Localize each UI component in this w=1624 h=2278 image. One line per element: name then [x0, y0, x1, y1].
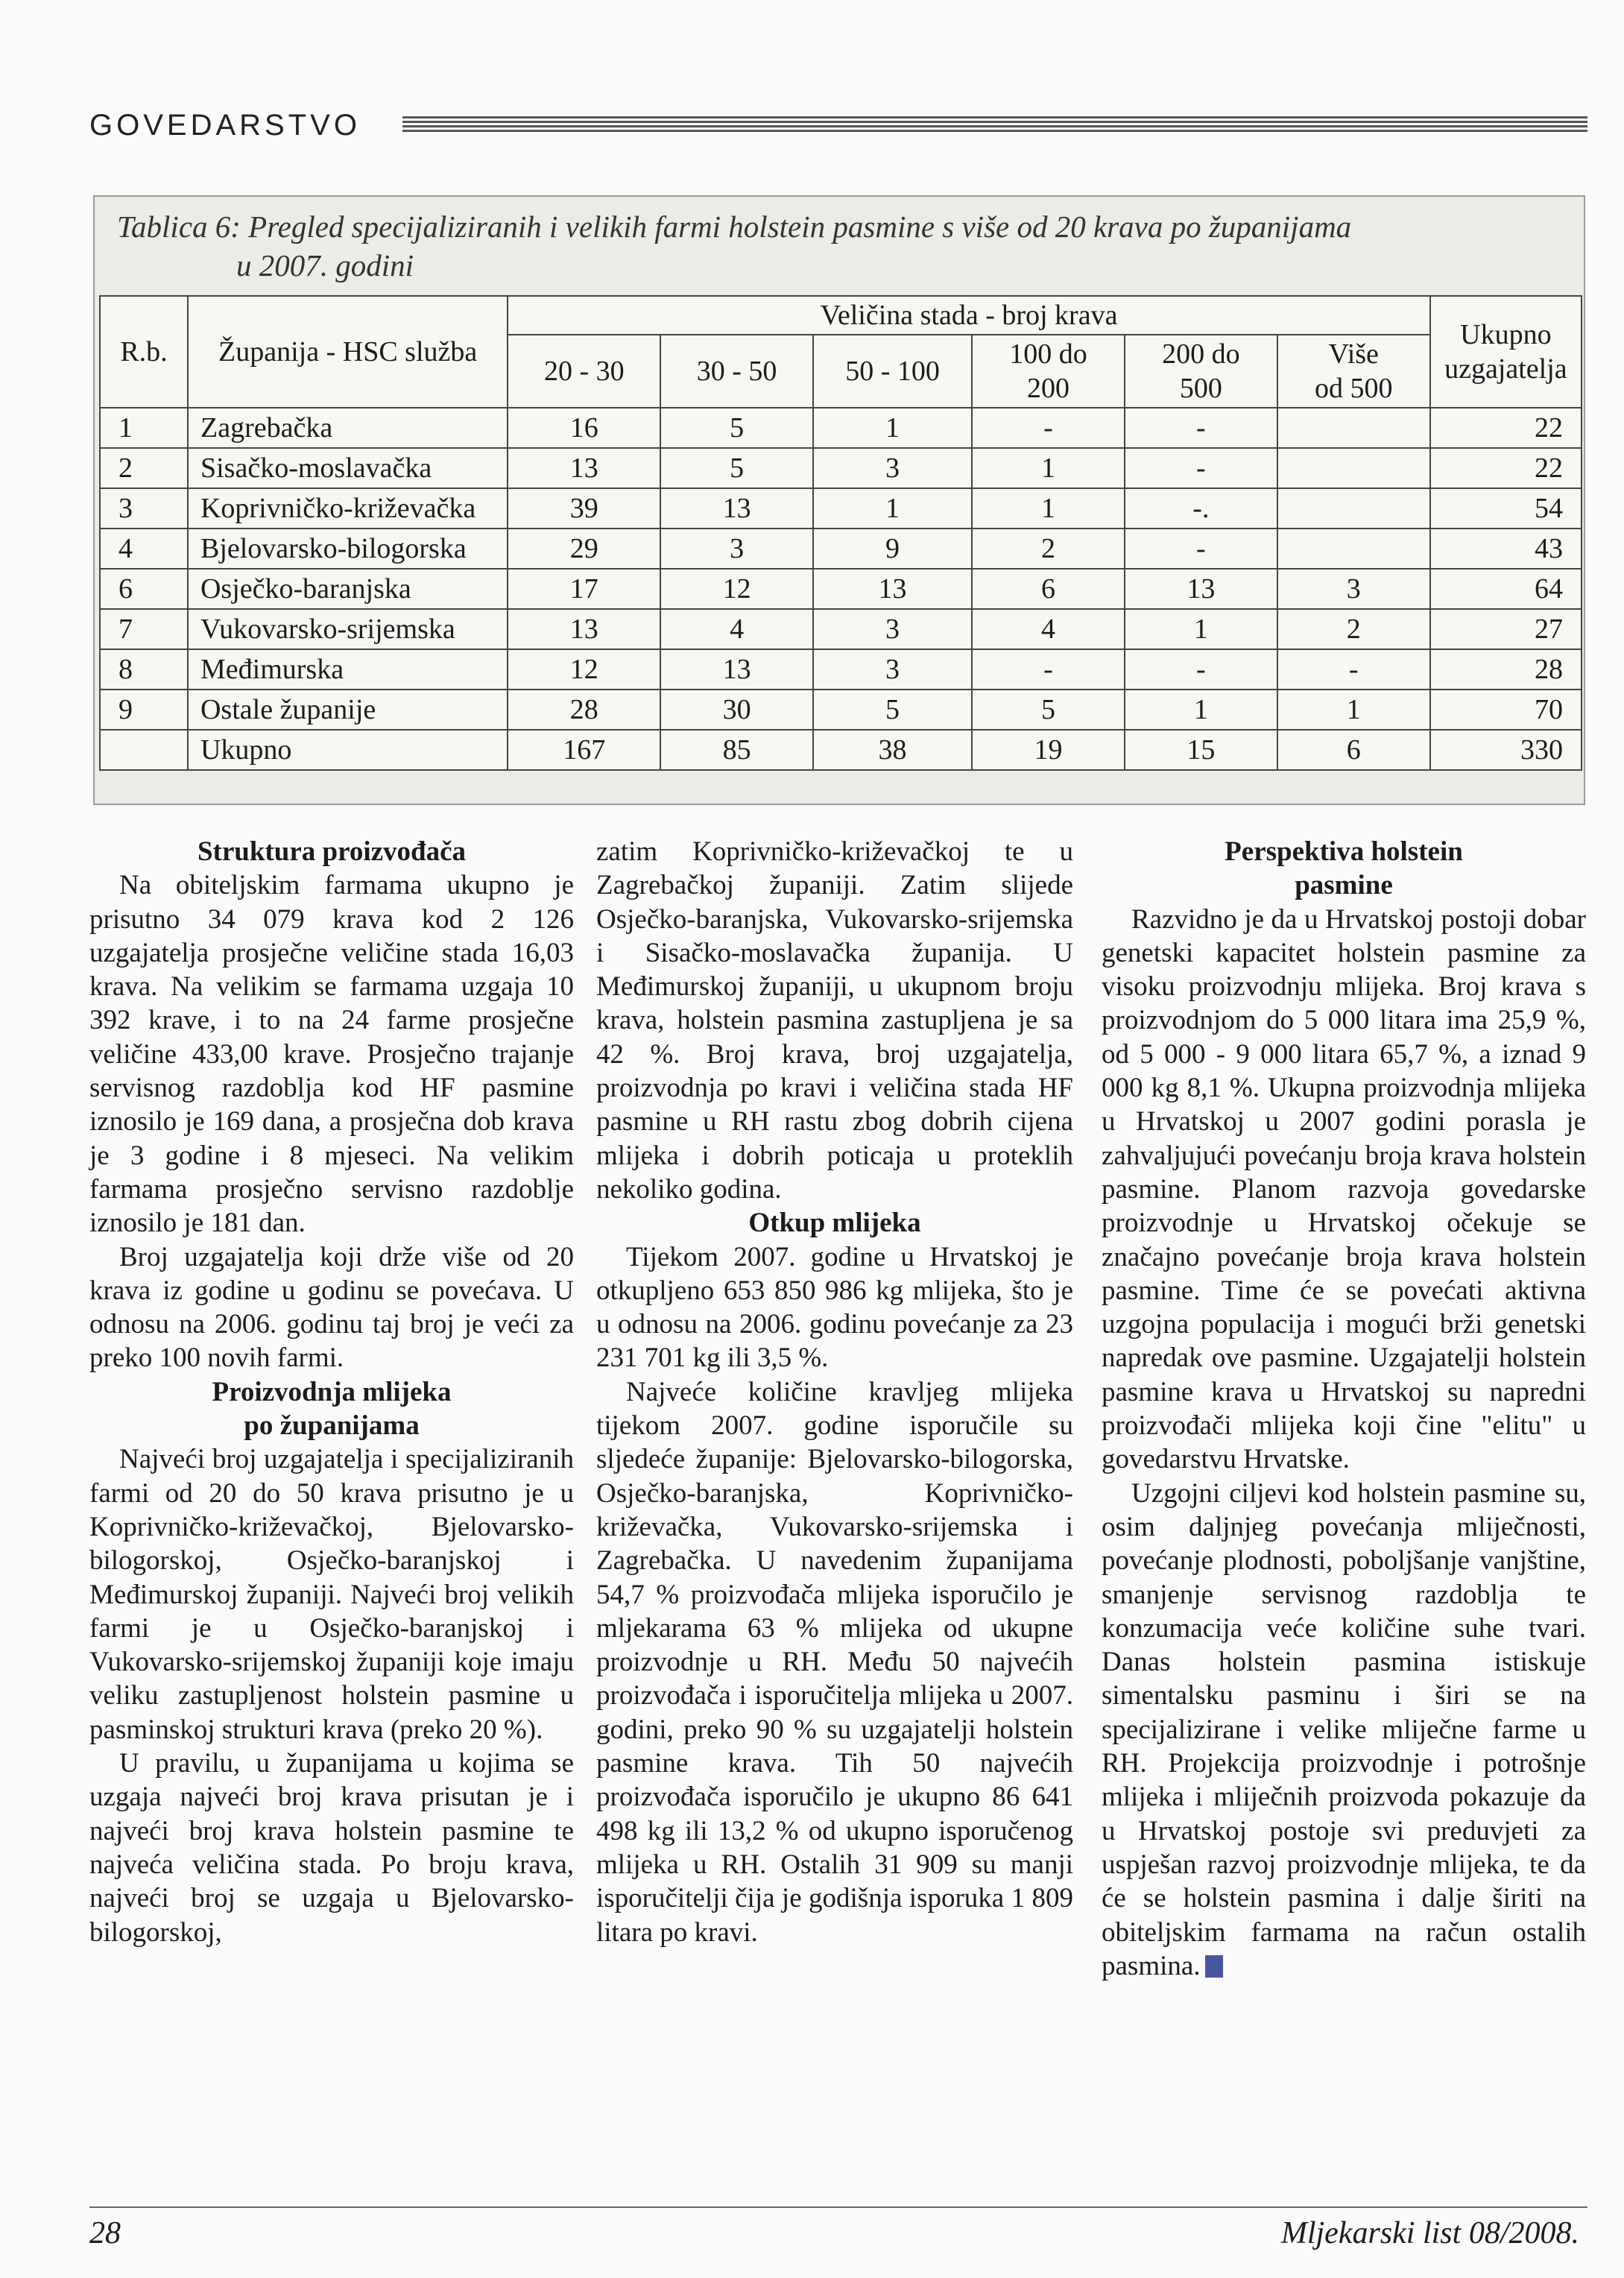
- table-cell-c1: 39: [508, 488, 660, 529]
- table-cell-total: 22: [1430, 448, 1582, 488]
- table-cell-c6: [1277, 408, 1430, 448]
- table-cell-name: Ostale županije: [188, 690, 508, 730]
- table-cell-c5: 15: [1125, 730, 1277, 770]
- table-cell-c4: -: [972, 649, 1125, 690]
- table-cell-c5: 1: [1125, 690, 1277, 730]
- table-cell-rb: 6: [100, 569, 188, 609]
- table-cell-c2: 5: [660, 448, 813, 488]
- table-cell-c2: 4: [660, 609, 813, 649]
- table-cell-rb: 8: [100, 649, 188, 690]
- table-cell-total: 64: [1430, 569, 1582, 609]
- table-body: [100, 408, 1582, 770]
- table-cell-c5: 13: [1125, 569, 1277, 609]
- table-cell-name: Koprivničko-križevačka: [188, 488, 508, 529]
- table-cell-c3: 3: [813, 448, 972, 488]
- table-cell-total: 22: [1430, 408, 1582, 448]
- text-column-1: [89, 835, 574, 1949]
- table-cell-c4: 5: [972, 690, 1125, 730]
- table-caption: [117, 207, 1563, 285]
- paragraph: Najveći broj uzgajatelja i specijaliziranih farmi od 20 do 50 krava prisutno je u Koprivničko-križevačkoj, Bjelovarsko-bilogorskoj, Osječko-baranjskoj i Međimurskoj županiji. Najveći broj velikih farmi je u Osječko-baranjskoj i Vukovarsko-srijemskoj županiji koje imaju veliku zastupljenost holstein pasmine u pasminskoj strukturi krava (preko 20 %).: [89, 1444, 574, 1745]
- table-cell-c5: -.: [1125, 488, 1277, 529]
- table-cell-c3: 13: [813, 569, 972, 609]
- farm-size-table: [99, 295, 1582, 771]
- table-cell-total: 27: [1430, 609, 1582, 649]
- caption-line-1: Tablica 6: Pregled specijaliziranih i velikih farmi holstein pasmine s više od 20 krava po županijama: [117, 209, 1352, 244]
- table-cell-total: 330: [1430, 730, 1582, 770]
- footer-rule: [89, 2206, 1587, 2208]
- table-panel: [93, 195, 1585, 805]
- table-cell-c1: 13: [508, 448, 660, 488]
- table-cell-c5: -: [1125, 529, 1277, 569]
- table-cell-c6: -: [1277, 649, 1430, 690]
- table-cell-c4: 19: [972, 730, 1125, 770]
- table-cell-c3: 3: [813, 649, 972, 690]
- table-cell-c4: -: [972, 408, 1125, 448]
- header-50-100: 50 - 100: [813, 335, 972, 408]
- table-cell-c1: 17: [508, 569, 660, 609]
- header-100-200: 100 do 200: [972, 335, 1125, 408]
- header-over-500: Više od 500: [1277, 335, 1430, 408]
- table-row: [100, 448, 1582, 488]
- table-cell-c1: 29: [508, 529, 660, 569]
- paragraph: Na obiteljskim farmama ukupno je prisutno 34 079 krava kod 2 126 uzgajatelja prosječne veličine stada 16,03 krava. Na velikim se farmama uzgaja 10 392 krave, i to na 24 farme prosječne veličine 433,00 krave. Prosječno trajanje servisnog razdoblja kod HF pasmine iznosilo je 169 dana, a prosječna dob krava je 3 godine i 8 mjeseci. Na velikim farmama prosječno servisno razdoblje iznosilo je 181 dan.: [89, 870, 574, 1239]
- table-cell-rb: 4: [100, 529, 188, 569]
- table-cell-total: 54: [1430, 488, 1582, 529]
- end-of-article-mark: [1205, 1955, 1223, 1978]
- heading-otkup: Otkup mlijeka: [748, 1208, 921, 1239]
- table-row: [100, 569, 1582, 609]
- page-number: 28: [89, 2216, 121, 2250]
- table-cell-c1: 12: [508, 649, 660, 690]
- table-row: [100, 488, 1582, 529]
- table-cell-c6: 3: [1277, 569, 1430, 609]
- table-cell-name: Ukupno: [188, 730, 508, 770]
- header-200-500: 200 do 500: [1125, 335, 1277, 408]
- table-row: [100, 690, 1582, 730]
- table-cell-c4: 1: [972, 448, 1125, 488]
- paragraph: Uzgojni ciljevi kod holstein pasmine su, osim daljnjeg povećanja mliječnosti, povećanje plodnosti, poboljšanje vanjštine, smanjenje servisnog razdoblja te konzumacija veće količine suhe tvari. Danas holstein pasmina istiskuje simentalsku pasminu i širi se na specijalizirane i velike mliječne farme u RH. Projekcija proizvodnje i potrošnje mlijeka i mliječnih proizvoda pokazuje da u Hrvatskoj postoje svi preduvjeti za uspješan razvoj proizvodnje mlijeka, te da će se holstein pasmina i dalje širiti na obiteljskim farmama na račun ostalih pasmina.: [1102, 1477, 1586, 1981]
- table-cell-c5: -: [1125, 649, 1277, 690]
- header-rb: R.b.: [100, 296, 188, 408]
- table-cell-rb: 9: [100, 690, 188, 730]
- table-cell-c6: 6: [1277, 730, 1430, 770]
- table-cell-c5: -: [1125, 408, 1277, 448]
- table-row: [100, 730, 1582, 770]
- header-rule: [402, 116, 1587, 133]
- header-zupanija: Županija - HSC služba: [188, 296, 508, 408]
- table-cell-c4: 4: [972, 609, 1125, 649]
- table-cell-c1: 167: [508, 730, 660, 770]
- table-cell-c5: 1: [1125, 609, 1277, 649]
- table-cell-name: Zagrebačka: [188, 408, 508, 448]
- table-cell-name: Vukovarsko-srijemska: [188, 609, 508, 649]
- page-header: [89, 104, 1587, 149]
- table-cell-rb: 2: [100, 448, 188, 488]
- table-cell-total: 43: [1430, 529, 1582, 569]
- table-cell-c4: 6: [972, 569, 1125, 609]
- table-cell-c2: 13: [660, 488, 813, 529]
- header-20-30: 20 - 30: [508, 335, 660, 408]
- table-cell-c2: 12: [660, 569, 813, 609]
- table-row: [100, 408, 1582, 448]
- paragraph: Najveće količine kravljeg mlijeka tijekom 2007. godine isporučile su sljedeće županije: Bjelovarsko-bilogorska, Osječko-baranjska, Koprivničko-križevačka, Vukovarsko-srijemska i Zagrebačka. U navedenim županijama 54,7 % proizvođača mlijeka isporučilo je mljekarama 63 % mlijeka od ukupne proizvodnje u RH. Među 50 najvećih proizvođača i isporučitelja mlijeka u 2007. godini, preko 90 % su uzgajatelji holstein pasmine krava. Tih 50 najvećih proizvođača isporučilo je ukupno 86 641 498 kg ili 13,2 % od ukupno isporučenog mlijeka u RH. Ostalih 31 909 su manji isporučitelji čija je godišnja isporuka 1 809 litara po kravi.: [596, 1376, 1073, 1948]
- table-cell-c1: 13: [508, 609, 660, 649]
- table-cell-name: Bjelovarsko-bilogorska: [188, 529, 508, 569]
- table-cell-c4: 1: [972, 488, 1125, 529]
- text-column-2: [596, 835, 1073, 1949]
- heading-perspektiva: Perspektiva holstein pasmine: [1225, 836, 1463, 901]
- journal-name: Mljekarski list 08/2008.: [1280, 2216, 1579, 2250]
- table-cell-total: 70: [1430, 690, 1582, 730]
- paragraph: Tijekom 2007. godine u Hrvatskoj je otkupljeno 653 850 986 kg mlijeka, što je u odnosu na 2006. godinu povećanje za 23 231 701 kg ili 3,5 %.: [596, 1241, 1073, 1374]
- table-cell-c6: 2: [1277, 609, 1430, 649]
- table-cell-name: Međimurska: [188, 649, 508, 690]
- table-cell-c2: 30: [660, 690, 813, 730]
- table-cell-c2: 3: [660, 529, 813, 569]
- table-cell-c6: [1277, 529, 1430, 569]
- table-cell-total: 28: [1430, 649, 1582, 690]
- table-cell-c4: 2: [972, 529, 1125, 569]
- table-cell-c6: [1277, 448, 1430, 488]
- table-cell-c3: 1: [813, 408, 972, 448]
- table-cell-c3: 1: [813, 488, 972, 529]
- table-row: [100, 529, 1582, 569]
- table-cell-c3: 38: [813, 730, 972, 770]
- header-total: Ukupno uzgajatelja: [1430, 296, 1582, 408]
- text-column-3: [1102, 835, 1586, 1983]
- paragraph: zatim Koprivničko-križevačkoj te u Zagrebačkoj županiji. Zatim slijede Osječko-baranjska, Vukovarsko-srijemska i Sisačko-moslavačka županija. U Međimurskoj županiji, u ukupnom broju krava, holstein pasmina zastupljena je sa 42 %. Broj krava, broj uzgajatelja, proizvodnja po kravi i veličina stada HF pasmine u RH rastu zbog dobrih cijena mlijeka i dobrih poticaja u proteklih nekoliko godina.: [596, 836, 1073, 1205]
- heading-proizvodnja: Proizvodnja mlijeka po županijama: [212, 1376, 452, 1442]
- table-row: [100, 649, 1582, 690]
- table-cell-c2: 5: [660, 408, 813, 448]
- table-cell-c3: 9: [813, 529, 972, 569]
- table-cell-name: Sisačko-moslavačka: [188, 448, 508, 488]
- table-cell-c3: 5: [813, 690, 972, 730]
- heading-struktura: Struktura proizvođača: [197, 836, 467, 867]
- table-cell-c2: 85: [660, 730, 813, 770]
- table-cell-c1: 28: [508, 690, 660, 730]
- table-cell-c6: 1: [1277, 690, 1430, 730]
- table-row: [100, 609, 1582, 649]
- paragraph: Broj uzgajatelja koji drže više od 20 krava iz godine u godinu se povećava. U odnosu na 2006. godinu taj broj je veći za preko 100 novih farmi.: [89, 1241, 574, 1374]
- paragraph: Razvidno je da u Hrvatskoj postoji dobar genetski kapacitet holstein pasmine za visoku proizvodnju mlijeka. Broj krava s proizvodnjom do 5 000 litara ima 25,9 %, od 5 000 - 9 000 litara 65,7 %, a iznad 9 000 kg 8,1 %. Ukupna proizvodnja mlijeka u Hrvatskoj u 2007 godini porasla je zahvaljujući povećanju broja krava holstein pasmine. Planom razvoja govedarske proizvodnje u Hrvatskoj očekuje se značajno povećanje broja krava holstein pasmine. Time će se povećati aktivna uzgojna populacija i mogući brži genetski napredak ove pasmine. Uzgajatelji holstein pasmine krava u Hrvatskoj su napredni proizvođači mlijeka koji čine "elitu" u govedarstvu Hrvatske.: [1102, 903, 1586, 1475]
- table-cell-c3: 3: [813, 609, 972, 649]
- table-cell-rb: [100, 730, 188, 770]
- table-cell-rb: 7: [100, 609, 188, 649]
- section-title: GOVEDARSTVO: [89, 109, 361, 142]
- caption-line-2: u 2007. godini: [236, 248, 414, 283]
- table-cell-rb: 1: [100, 408, 188, 448]
- table-cell-c5: -: [1125, 448, 1277, 488]
- paragraph: U pravilu, u županijama u kojima se uzgaja najveći broj krava prisutan je i najveći broj krava holstein pasmine te najveća veličina stada. Po broju krava, najveći broj se uzgaja u Bjelovarsko-bilogorskoj,: [89, 1748, 574, 1948]
- table-cell-c1: 16: [508, 408, 660, 448]
- table-cell-name: Osječko-baranjska: [188, 569, 508, 609]
- header-herd-size: Veličina stada - broj krava: [508, 296, 1429, 335]
- table-cell-c6: [1277, 488, 1430, 529]
- header-30-50: 30 - 50: [660, 335, 813, 408]
- table-cell-c2: 13: [660, 649, 813, 690]
- table-cell-rb: 3: [100, 488, 188, 529]
